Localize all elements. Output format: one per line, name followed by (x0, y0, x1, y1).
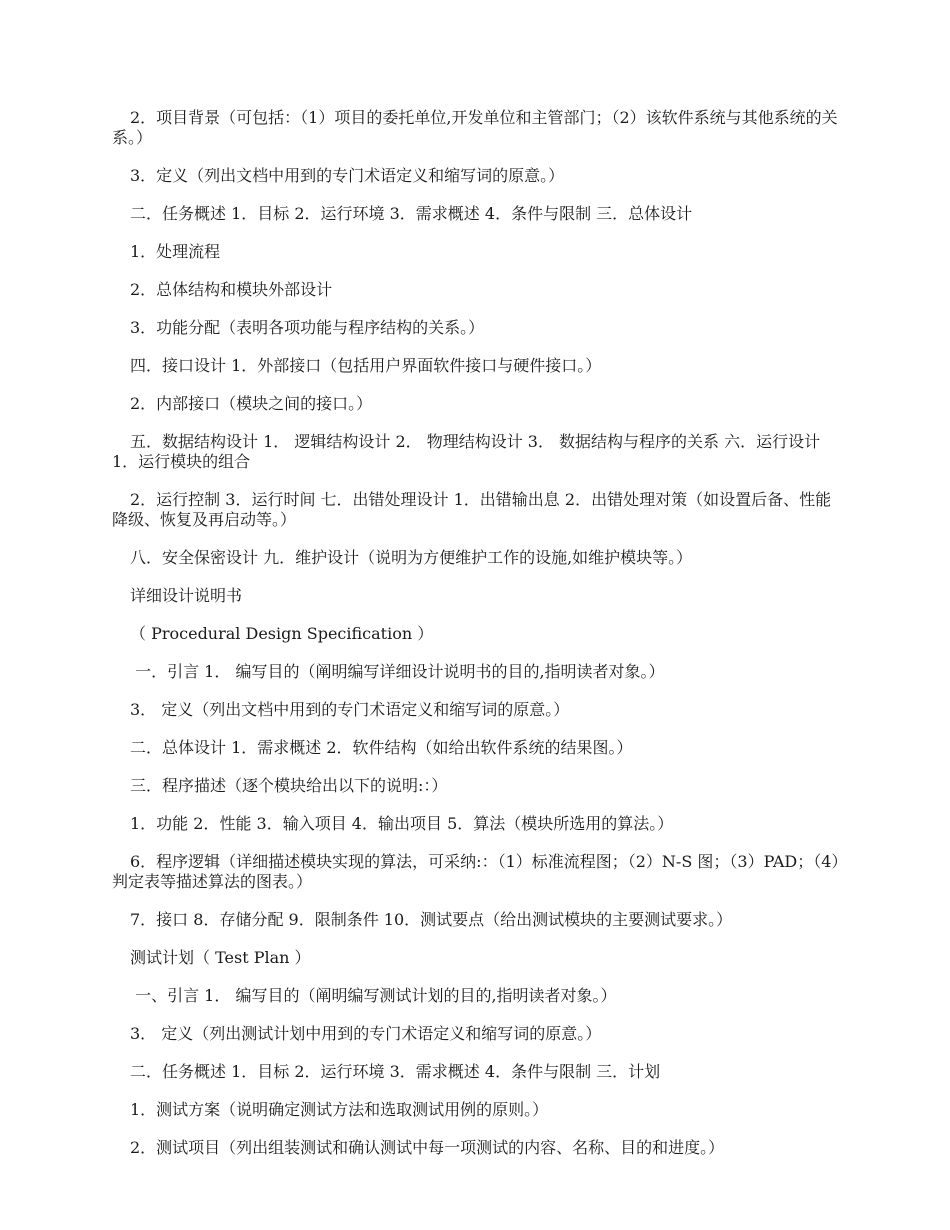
paragraph-program-logic: 6．程序逻辑（详细描述模块实现的算法，可采纳:：（1）标准流程图；（2）N-S 图；（3）PAD；（4）判定表等描述算法的图表。） (112, 852, 840, 891)
paragraph-function-items: 1．功能 2．性能 3．输入项目 4．输出项目 5．算法（模块所选用的算法。） (130, 814, 674, 833)
heading-test-plan: 测试计划（ Test Plan ） (130, 948, 311, 967)
paragraph-project-background: 2．项目背景（可包括：（1）项目的委托单位,开发单位和主管部门；（2）该软件系统与其他系统的关系。） (112, 108, 838, 147)
paragraph-process-flow: 1．处理流程 (130, 242, 221, 261)
paragraph-overall-design: 二．总体设计 1．需求概述 2．软件结构（如给出软件系统的结果图。） (130, 738, 633, 757)
heading-procedural-design-spec: （ Procedural Design Specification ） (130, 624, 434, 643)
paragraph-program-description: 三．程序描述（逐个模块给出以下的说明:：） (130, 776, 448, 795)
paragraph-test-task-overview: 二．任务概述 1．目标 2．运行环境 3．需求概述 4．条件与限制 三．计划 (130, 1062, 661, 1081)
document-page (112, 108, 842, 1176)
paragraph-run-control: 2．运行控制 3．运行时间 七．出错处理设计 1．出错输出息 2．出错处理对策（如设置后备、性能降级、恢复及再启动等。） (112, 490, 832, 529)
paragraph-data-structure-design: 五．数据结构设计 1． 逻辑结构设计 2． 物理结构设计 3． 数据结构与程序的关系 六．运行设计 1．运行模块的组合 (112, 432, 826, 471)
paragraph-introduction-purpose: 一．引言 1． 编写目的（阐明编写详细设计说明书的目的,指明读者对象。） (130, 662, 665, 681)
paragraph-test-items: 2．测试项目（列出组装测试和确认测试中每一项测试的内容、名称、目的和进度。） (130, 1138, 725, 1157)
paragraph-interface-design: 四．接口设计 1．外部接口（包括用户界面软件接口与硬件接口。） (130, 356, 602, 375)
paragraph-function-allocation: 3．功能分配（表明各项功能与程序结构的关系。） (130, 318, 485, 337)
paragraph-overall-structure: 2．总体结构和模块外部设计 (130, 280, 333, 299)
paragraph-internal-interface: 2．内部接口（模块之间的接口。） (130, 394, 373, 413)
paragraph-security-maintenance: 八．安全保密设计 九．维护设计（说明为方便维护工作的设施,如维护模块等。） (130, 548, 693, 567)
paragraph-test-introduction: 一、引言 1． 编写目的（阐明编写测试计划的目的,指明读者对象。） (130, 986, 617, 1005)
paragraph-task-overview: 二．任务概述 1．目标 2．运行环境 3．需求概述 4．条件与限制 三．总体设计 (130, 204, 693, 223)
paragraph-test-scheme: 1．测试方案（说明确定测试方法和选取测试用例的原则。） (130, 1100, 549, 1119)
paragraph-definitions: 3．定义（列出文档中用到的专门术语定义和缩写词的原意。） (130, 166, 565, 185)
heading-detailed-design-spec: 详细设计说明书 (130, 586, 243, 605)
paragraph-definitions-2: 3． 定义（列出文档中用到的专门术语定义和缩写词的原意。） (130, 700, 570, 719)
paragraph-interface-items: 7．接口 8．存储分配 9．限制条件 10．测试要点（给出测试模块的主要测试要求。） (130, 910, 733, 929)
paragraph-test-definitions: 3． 定义（列出测试计划中用到的专门术语定义和缩写词的原意。） (130, 1024, 602, 1043)
